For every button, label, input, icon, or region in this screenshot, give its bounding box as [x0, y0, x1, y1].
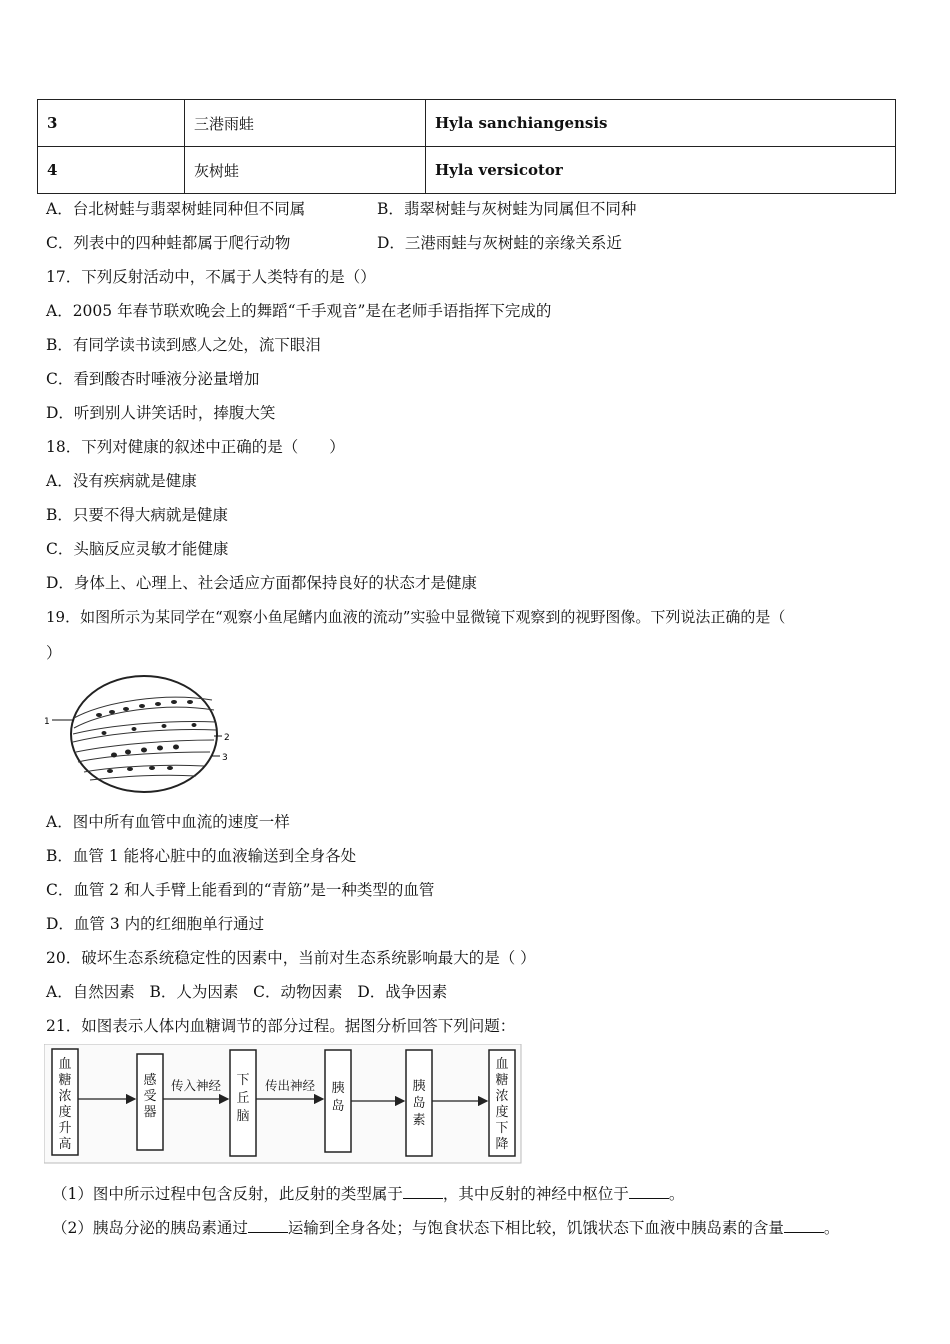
q21-stem: 21．如图表示人体内血糖调节的部分过程。据图分析回答下列问题：: [46, 1017, 516, 1035]
box-label-blood-sugar-fall: 血糖浓度下降: [495, 1057, 509, 1152]
q18-option-d: D．身体上、心理上、社会适应方面都保持良好的状态才是健康: [46, 574, 477, 592]
q20-option-b: B．人为因素: [149, 983, 239, 1001]
figure-label-2: 2: [224, 733, 230, 743]
q16-option-b: B．翡翠树蛙与灰树蛙为同属但不同种: [377, 200, 637, 218]
q21-part-2: [52, 1218, 839, 1238]
q21-part-1-text-a: （1）图中所示过程中包含反射，此反射的类型属于: [52, 1185, 403, 1203]
arrow-label-efferent-nerve: 传出神经: [264, 1078, 316, 1093]
q21-part-1-text-c: 。: [668, 1185, 685, 1203]
q16-option-c: C．列表中的四种蛙都属于爬行动物: [46, 234, 291, 252]
frog-table: [37, 99, 896, 194]
figure-label-3: 3: [222, 753, 228, 763]
q19-option-a: A．图中所有血管中血流的速度一样: [46, 813, 290, 831]
box-label-blood-sugar-rise: 血糖浓度升高: [58, 1057, 72, 1152]
q19-stem-end: ）: [46, 644, 62, 662]
fish-tail-microscope-figure: [44, 672, 234, 800]
q20-options: [46, 982, 447, 1002]
q18-stem: 18．下列对健康的叙述中正确的是（ ）: [46, 438, 345, 456]
box-label-receptor: 感受器: [143, 1073, 157, 1120]
q17-option-a: A．2005 年春节联欢晚会上的舞蹈“千手观音”是在老师手语指挥下完成的: [46, 302, 552, 320]
q20-option-c: C．动物因素: [253, 983, 343, 1001]
q17-option-c: C．看到酸杏时唾液分泌量增加: [46, 370, 260, 388]
table-cell-no: 4: [38, 147, 185, 194]
q20-option-d: D．战争因素: [357, 983, 448, 1001]
q19-option-d: D．血管 3 内的红细胞单行通过: [46, 915, 265, 933]
q21-part-2-text-b: 运输到全身各处；与饱食状态下相比较，饥饿状态下血液中胰岛素的含量: [287, 1219, 784, 1237]
q21-part-2-text-c: 。: [823, 1219, 840, 1237]
table-cell-latin-name: Hyla sanchiangensis: [426, 100, 896, 147]
q21-part-1-text-b: ，其中反射的神经中枢位于: [442, 1185, 629, 1203]
q20-stem: 20．破坏生态系统稳定性的因素中，当前对生态系统影响最大的是（ ）: [46, 949, 536, 967]
q17-option-b: B．有同学读书读到感人之处，流下眼泪: [46, 336, 321, 354]
q18-option-b: B．只要不得大病就是健康: [46, 506, 228, 524]
q19-stem: 19．如图所示为某同学在“观察小鱼尾鳍内血液的流动”实验中显微镜下观察到的视野图像。下列说法正确的是（: [46, 608, 786, 626]
answer-blank[interactable]: [629, 1184, 669, 1199]
figure-label-1: 1: [44, 717, 50, 727]
box-label-hypothalamus: 下丘脑: [236, 1073, 250, 1124]
box-label-pancreatic-islet: 胰岛: [331, 1081, 345, 1114]
q21-part-2-text-a: （2）胰岛分泌的胰岛素通过: [52, 1219, 248, 1237]
q21-part-1: [52, 1184, 684, 1204]
q19-option-c: C．血管 2 和人手臂上能看到的“青筋”是一种类型的血管: [46, 881, 435, 899]
answer-blank[interactable]: [403, 1184, 443, 1199]
q18-option-a: A．没有疾病就是健康: [46, 472, 197, 490]
table-cell-chinese-name: 灰树蛙: [185, 147, 426, 194]
q19-option-b: B．血管 1 能将心脏中的血液输送到全身各处: [46, 847, 357, 865]
table-cell-latin-name: Hyla versicotor: [426, 147, 896, 194]
q16-option-d: D．三港雨蛙与灰树蛙的亲缘关系近: [377, 234, 622, 252]
q18-option-c: C．头脑反应灵敏才能健康: [46, 540, 229, 558]
q17-option-d: D．听到别人讲笑话时，捧腹大笑: [46, 404, 276, 422]
q17-stem: 17．下列反射活动中，不属于人类特有的是（）: [46, 268, 376, 286]
q16-option-a: A．台北树蛙与翡翠树蛙同种但不同属: [46, 200, 306, 218]
answer-blank[interactable]: [784, 1218, 824, 1233]
table-cell-chinese-name: 三港雨蛙: [185, 100, 426, 147]
box-label-insulin: 胰岛素: [412, 1079, 426, 1128]
table-row: [38, 147, 896, 194]
table-cell-no: 3: [38, 100, 185, 147]
blood-sugar-flow-diagram: [44, 1044, 522, 1164]
arrow-label-afferent-nerve: 传入神经: [170, 1078, 222, 1093]
table-row: [38, 100, 896, 147]
answer-blank[interactable]: [248, 1218, 288, 1233]
q20-option-a: A．自然因素: [46, 983, 135, 1001]
